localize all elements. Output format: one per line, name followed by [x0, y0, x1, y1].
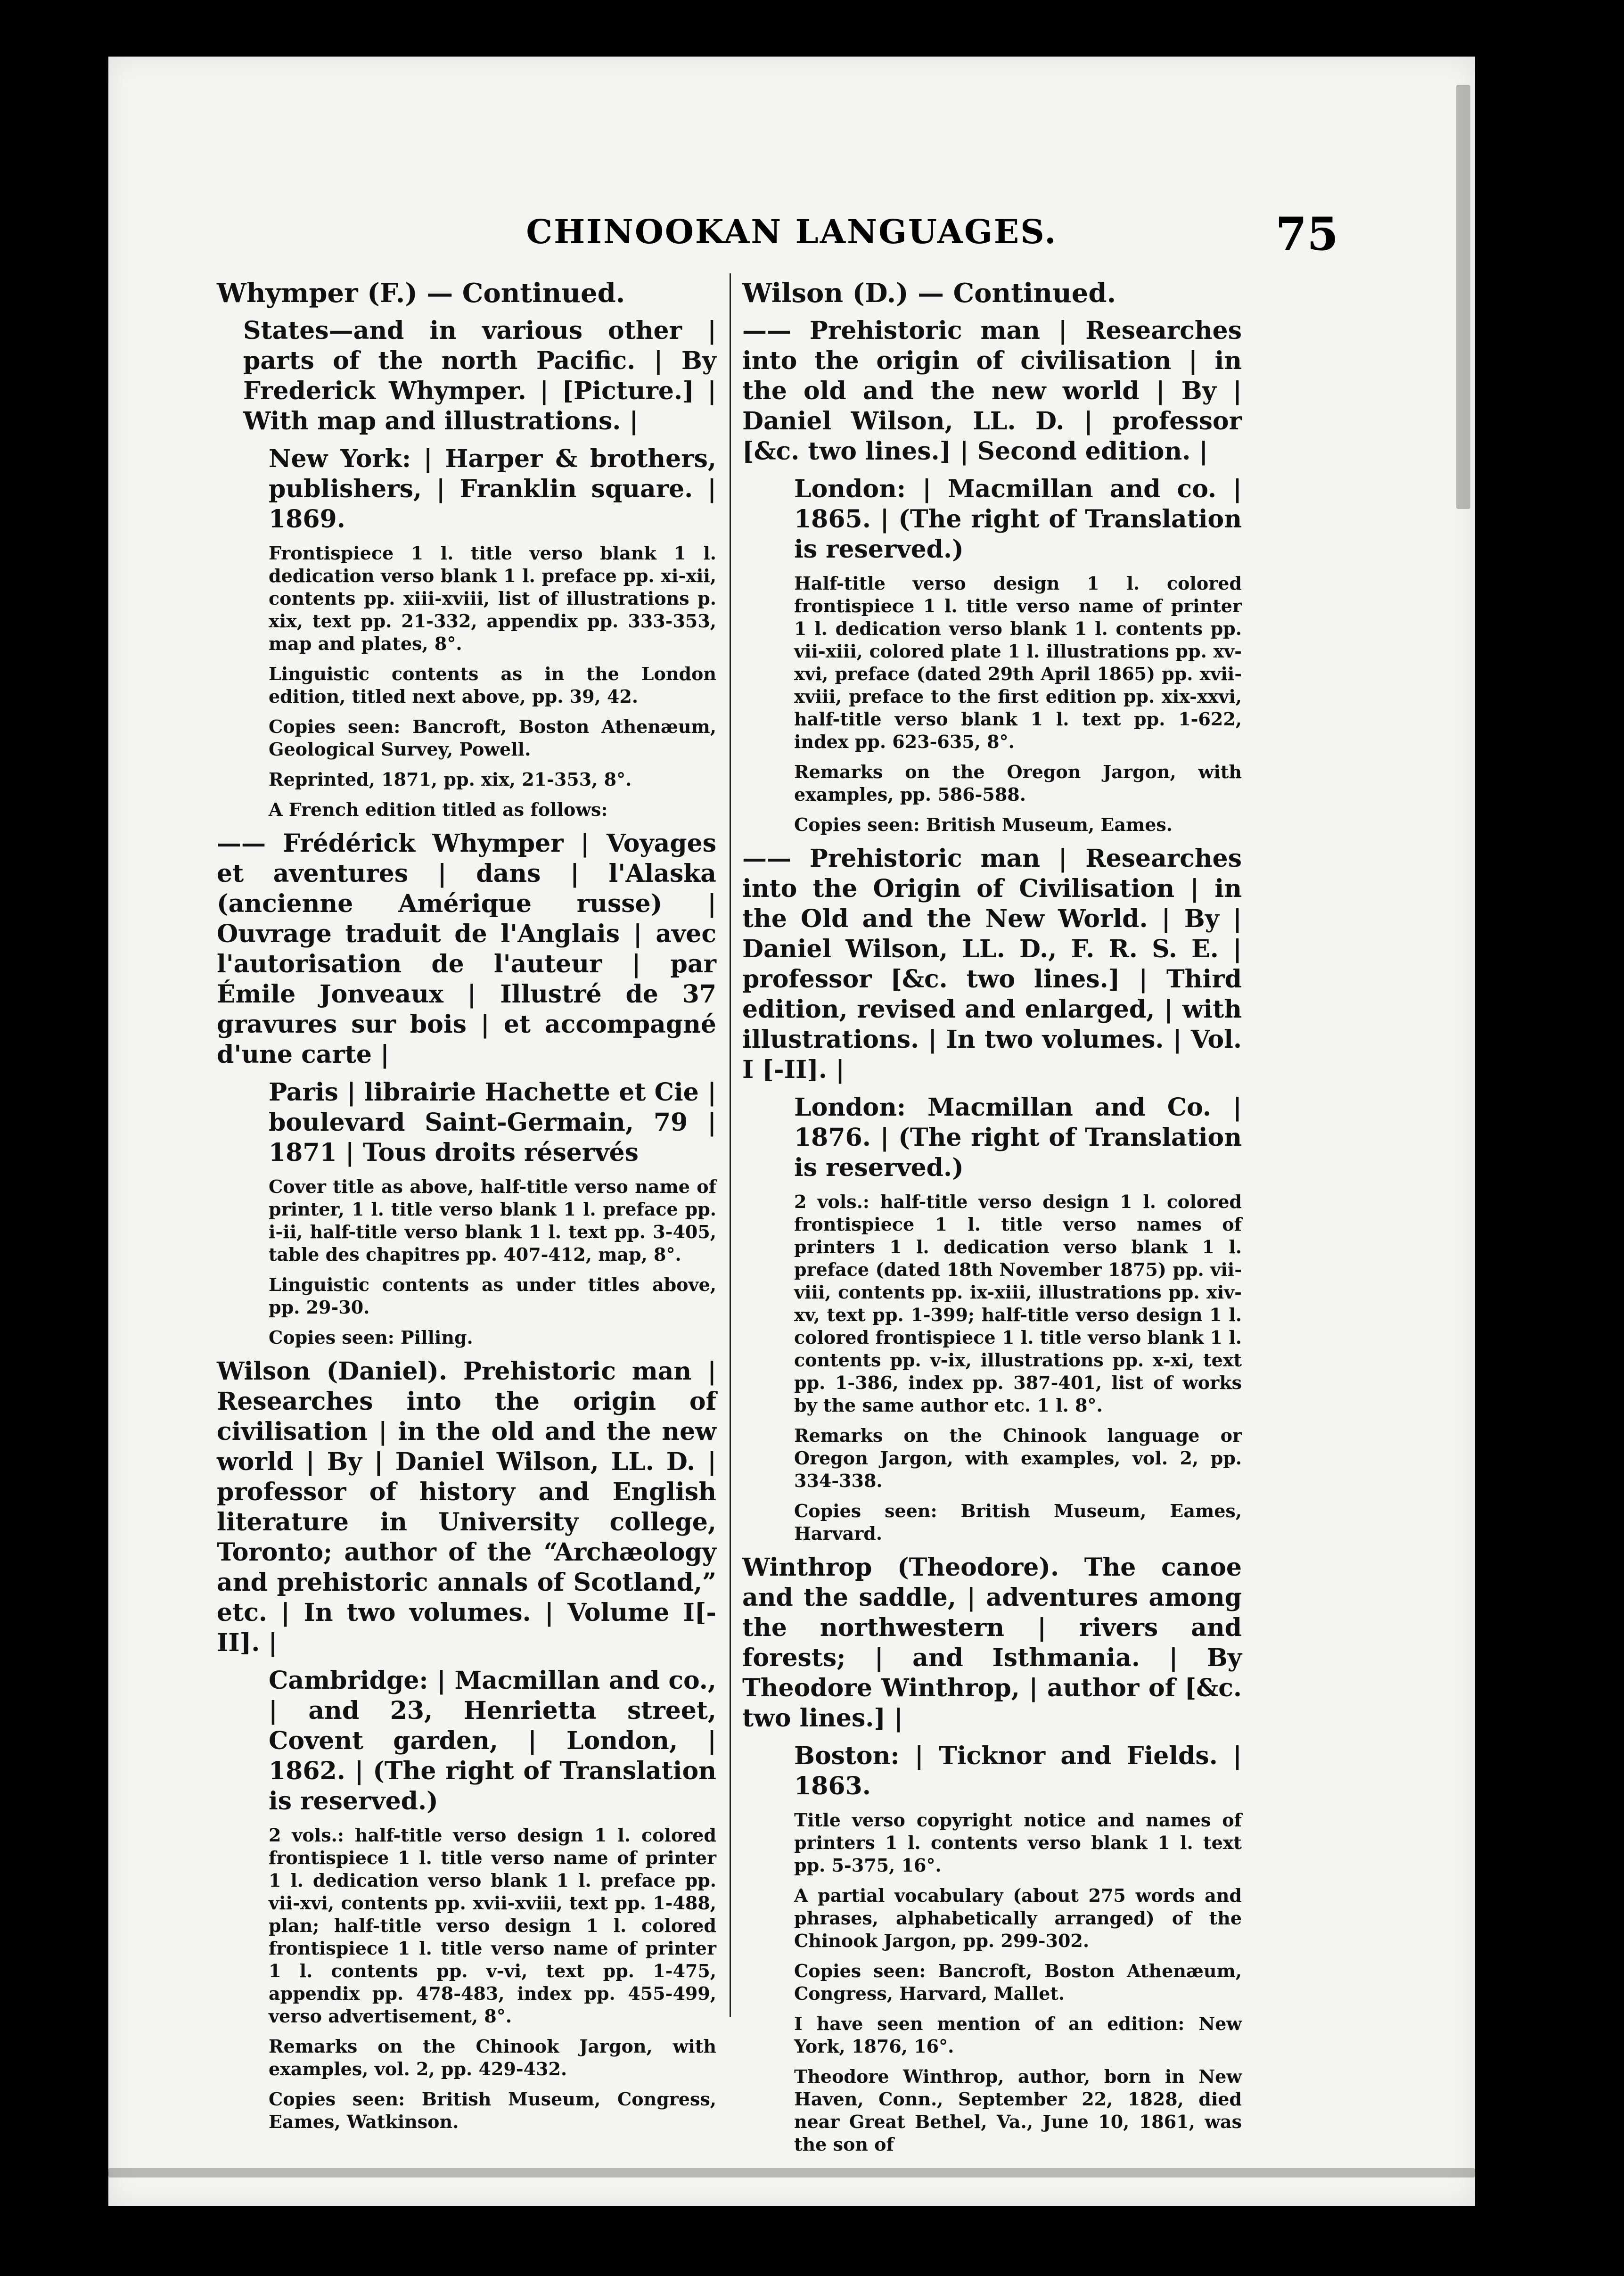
whymper-linguistic-contents: Linguistic contents as in the London edition, titled next above, pp. 39, 42.	[269, 663, 716, 707]
column-divider	[730, 273, 731, 2017]
winthrop-entry-vocabulary: A partial vocabulary (about 275 words and phrases, alphabetically arranged) of the Chinook Jargon, pp. 299-302.	[794, 1885, 1242, 1951]
whymper-imprint: New York: | Harper & brothers, publishers, | Franklin square. | 1869.	[269, 444, 716, 534]
whymper-reprint: Reprinted, 1871, pp. xix, 21-353, 8°.	[269, 769, 632, 790]
winthrop-entry-collation: Title verso copyright notice and names of printers 1 l. contents verso blank 1 l. text pp. 5-375, 16°.	[794, 1809, 1242, 1876]
third-edition-title: —— Prehistoric man | Researches into the Origin of Civilisation | in the Old and the New World. | By | Daniel Wilson, LL. D., F. R. S. E. | professor [&c. two lines.] | Third edition, revised and enlarged, | with illustrations. | In two volumes. | Vol. I [-II]. |	[742, 844, 1242, 1084]
second-edition-copies-seen: Copies seen: British Museum, Eames.	[794, 814, 1173, 835]
entry-heading-wilson: Wilson (D.) — Continued.	[742, 278, 1116, 309]
second-edition-remarks: Remarks on the Oregon Jargon, with examples, pp. 586-588.	[794, 761, 1242, 805]
third-edition-imprint: London: Macmillan and Co. | 1876. | (The right of Translation is reserved.)	[794, 1093, 1242, 1182]
winthrop-entry-edition-mention: I have seen mention of an edition: New York, 1876, 16°.	[794, 2013, 1242, 2057]
whymper-french-intro: A French edition titled as follows:	[269, 799, 608, 820]
page-number: 75	[1275, 207, 1338, 261]
entry-heading-whymper: Whymper (F.) — Continued.	[217, 278, 625, 309]
wilson-entry-remarks: Remarks on the Chinook Jargon, with examples, vol. 2, pp. 429-432.	[269, 2036, 716, 2079]
wilson-entry-collation: 2 vols.: half-title verso design 1 l. colored frontispiece 1 l. title verso name of printer 1 l. dedication verso blank 1 l. preface pp. vii-xvi, contents pp. xvii-xviii, text pp. 1-488, plan; half-title verso design 1 l. colored frontispiece 1 l. title verso name of printer 1 l. contents pp. v-vi, text pp. 1-475, appendix pp. 478-483, index pp. 455-499, verso advertisement, 8°.	[269, 1824, 716, 2027]
wilson-entry-copies-seen: Copies seen: British Museum, Congress, Eames, Watkinson.	[269, 2088, 716, 2132]
french-edition-title: —— Frédérick Whymper | Voyages et aventures | dans | l'Alaska (ancienne Amérique russe) | Ouvrage traduit de l'Anglais | avec l'autorisation de l'auteur | par Émile Jonveaux | Illustré de 37 gravures sur bois | et accompagné d'une carte |	[217, 829, 716, 1069]
french-edition-collation: Cover title as above, half-title verso name of printer, 1 l. title verso blank 1 l. preface pp. i-ii, half-title verso blank 1 l. text pp. 3-405, table des chapitres pp. 407-412, map, 8°.	[269, 1176, 716, 1265]
winthrop-entry-title: Winthrop (Theodore). The canoe and the saddle, | adventures among the northwestern | rivers and forests; | and Isthmania. | By Theodore Winthrop, | author of [&c. two lines.] |	[742, 1553, 1242, 1733]
third-edition-remarks: Remarks on the Chinook language or Oregon Jargon, with examples, vol. 2, pp. 334-338.	[794, 1425, 1242, 1491]
winthrop-entry-copies-seen: Copies seen: Bancroft, Boston Athenæum, Congress, Harvard, Mallet.	[794, 1960, 1242, 2004]
whymper-collation: Frontispiece 1 l. title verso blank 1 l. dedication verso blank 1 l. preface pp. xi-xii, contents pp. xiii-xviii, list of illustrations p. xix, text pp. 21-332, appendix pp. 333-353, map and plates, 8°.	[269, 542, 716, 654]
winthrop-entry-biography: Theodore Winthrop, author, born in New Haven, Conn., September 22, 1828, died near Great Bethel, Va., June 10, 1861, was the son of	[794, 2066, 1242, 2155]
left-column	[217, 278, 716, 2141]
whymper-copies-seen: Copies seen: Bancroft, Boston Athenæum, Geological Survey, Powell.	[269, 716, 716, 760]
winthrop-entry-imprint: Boston: | Ticknor and Fields. | 1863.	[794, 1742, 1242, 1800]
second-edition-collation: Half-title verso design 1 l. colored frontispiece 1 l. title verso name of printer 1 l. dedication verso blank 1 l. contents pp. vii-xiii, colored plate 1 l. illustrations pp. xv-xvi, preface (dated 29th April 1865) pp. xvii-xviii, preface to the first edition pp. xix-xxvi, half-title verso blank 1 l. text pp. 1-622, index pp. 623-635, 8°.	[794, 573, 1242, 752]
french-edition-imprint: Paris | librairie Hachette et Cie | boulevard Saint-Germain, 79 | 1871 | Tous droits réservés	[269, 1078, 716, 1167]
third-edition-collation: 2 vols.: half-title verso design 1 l. colored frontispiece 1 l. title verso names of printers 1 l. dedication verso blank 1 l. preface (dated 18th November 1875) pp. vii-viii, contents pp. ix-xiii, illustrations pp. xiv-xv, text pp. 1-399; half-title verso design 1 l. colored frontispiece 1 l. title verso blank 1 l. contents pp. v-ix, illustrations pp. x-xi, text pp. 1-386, index pp. 387-401, list of works by the same author etc. 1 l. 8°.	[794, 1191, 1242, 1416]
book-page	[108, 57, 1475, 2206]
second-edition-title: —— Prehistoric man | Researches into the origin of civilisation | in the old and the new world | By | Daniel Wilson, LL. D. | professor [&c. two lines.] | Second edition. |	[742, 316, 1242, 466]
scan-smudge-right-edge	[1456, 85, 1470, 509]
running-head: CHINOOKAN LANGUAGES.	[526, 212, 1058, 251]
scan-smudge-bottom-edge	[108, 2168, 1475, 2177]
second-edition-imprint: London: | Macmillan and co. | 1865. | (The right of Translation is reserved.)	[794, 475, 1242, 564]
right-column	[742, 278, 1242, 2163]
wilson-entry-title: Wilson (Daniel). Prehistoric man | Researches into the origin of civilisation | in the old and the new world | By | Daniel Wilson, LL. D. | professor of history and English literature in University college, Toronto; author of the “Archæology and prehistoric annals of Scotland,” etc. | In two volumes. | Volume I[-II]. |	[217, 1357, 716, 1657]
french-edition-linguistic-contents: Linguistic contents as under titles above, pp. 29-30.	[269, 1274, 716, 1318]
wilson-entry-imprint: Cambridge: | Macmillan and co., | and 23, Henrietta street, Covent garden, | London, | 1862. | (The right of Translation is reserved.)	[269, 1666, 716, 1816]
third-edition-copies-seen: Copies seen: British Museum, Eames, Harvard.	[794, 1500, 1242, 1544]
page-header	[108, 207, 1475, 264]
whymper-title: States—and in various other | parts of the north Pacific. | By Frederick Whymper. | [Picture.] | With map and illustrations. |	[243, 316, 716, 435]
french-edition-copies-seen: Copies seen: Pilling.	[269, 1327, 473, 1348]
